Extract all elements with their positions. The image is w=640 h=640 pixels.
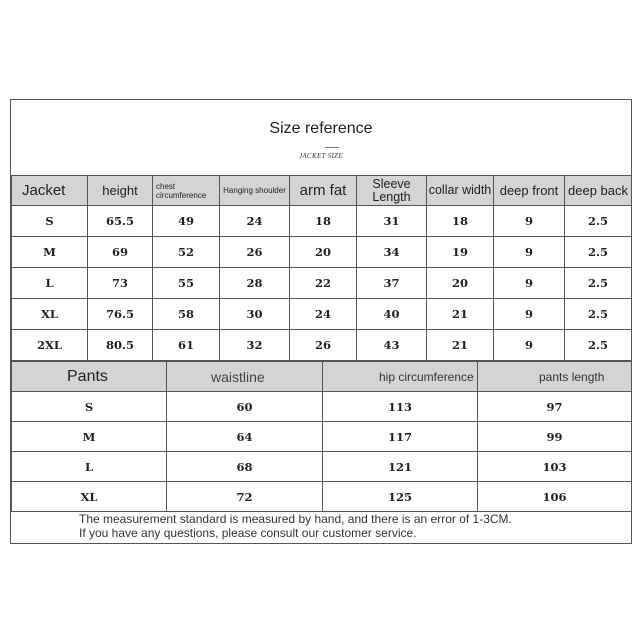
jacket-cell: 2.5 — [565, 237, 632, 268]
jacket-cell: 2XL — [12, 330, 88, 361]
jacket-cell: 2.5 — [565, 268, 632, 299]
jacket-header-cell: height — [88, 176, 153, 206]
pants-cell: 117 — [323, 422, 478, 452]
jacket-cell: 2.5 — [565, 299, 632, 330]
jacket-cell: 76.5 — [88, 299, 153, 330]
pants-row — [12, 392, 632, 422]
jacket-cell: 9 — [494, 206, 565, 237]
jacket-cell: 31 — [357, 206, 427, 237]
jacket-cell: 55 — [153, 268, 220, 299]
jacket-cell: 26 — [220, 237, 290, 268]
jacket-cell: 2.5 — [565, 206, 632, 237]
pants-cell: 103 — [478, 452, 632, 482]
jacket-cell: 49 — [153, 206, 220, 237]
pants-cell: 68 — [167, 452, 323, 482]
jacket-cell: 18 — [427, 206, 494, 237]
pants-cell: 106 — [478, 482, 632, 512]
jacket-cell: 28 — [220, 268, 290, 299]
jacket-cell: 52 — [153, 237, 220, 268]
note-line: The measurement standard is measured by hand, and there is an error of 1-3CM. — [79, 512, 512, 526]
jacket-cell: 37 — [357, 268, 427, 299]
chart-title: Size reference — [269, 120, 373, 137]
jacket-cell: XL — [12, 299, 88, 330]
pants-cell: XL — [12, 482, 167, 512]
pants-row — [12, 452, 632, 482]
jacket-cell: 20 — [290, 237, 357, 268]
jacket-header-row — [12, 176, 632, 206]
jacket-cell: 61 — [153, 330, 220, 361]
jacket-cell: 73 — [88, 268, 153, 299]
jacket-cell: 9 — [494, 237, 565, 268]
jacket-cell: 65.5 — [88, 206, 153, 237]
jacket-cell: 26 — [290, 330, 357, 361]
jacket-cell: 24 — [290, 299, 357, 330]
pants-cell: S — [12, 392, 167, 422]
size-chart — [10, 99, 632, 544]
title-divider — [325, 147, 339, 148]
jacket-cell: 18 — [290, 206, 357, 237]
jacket-header-cell: deep front — [494, 176, 565, 206]
jacket-cell: L — [12, 268, 88, 299]
jacket-row — [12, 330, 632, 361]
jacket-cell: 32 — [220, 330, 290, 361]
jacket-row — [12, 268, 632, 299]
note-line: If you have any questions, please consult our customer service. — [79, 526, 417, 540]
jacket-cell: 69 — [88, 237, 153, 268]
jacket-row — [12, 237, 632, 268]
pants-cell: 60 — [167, 392, 323, 422]
pants-header-cell: Pants — [12, 362, 167, 392]
measurement-note — [79, 512, 512, 540]
jacket-row — [12, 299, 632, 330]
jacket-cell: 21 — [427, 330, 494, 361]
pants-cell: L — [12, 452, 167, 482]
jacket-header-cell: arm fat — [290, 176, 357, 206]
jacket-cell: 19 — [427, 237, 494, 268]
pants-cell: 121 — [323, 452, 478, 482]
chart-subtitle: JACKET SIZE — [299, 152, 343, 160]
jacket-cell: 30 — [220, 299, 290, 330]
jacket-header-cell: Hanging shoulder — [220, 176, 290, 206]
jacket-cell: 9 — [494, 268, 565, 299]
jacket-row — [12, 206, 632, 237]
pants-cell: 97 — [478, 392, 632, 422]
jacket-cell: 34 — [357, 237, 427, 268]
jacket-cell: 20 — [427, 268, 494, 299]
pants-cell: M — [12, 422, 167, 452]
jacket-header-cell: deep back — [565, 176, 632, 206]
pants-size-table — [11, 361, 632, 512]
jacket-header-cell: chest circumference — [153, 176, 220, 206]
pants-header-cell: pants length — [478, 362, 632, 392]
jacket-cell: 40 — [357, 299, 427, 330]
jacket-header-cell: Jacket — [12, 176, 88, 206]
jacket-cell: 43 — [357, 330, 427, 361]
jacket-cell: 9 — [494, 330, 565, 361]
pants-header-cell: waistline — [167, 362, 323, 392]
jacket-cell: M — [12, 237, 88, 268]
pants-cell: 113 — [323, 392, 478, 422]
jacket-cell: 80.5 — [88, 330, 153, 361]
pants-row — [12, 422, 632, 452]
jacket-cell: 22 — [290, 268, 357, 299]
pants-cell: 72 — [167, 482, 323, 512]
jacket-cell: 2.5 — [565, 330, 632, 361]
jacket-cell: S — [12, 206, 88, 237]
jacket-header-cell: collar width — [427, 176, 494, 206]
pants-header-cell: hip circumference — [323, 362, 478, 392]
pants-row — [12, 482, 632, 512]
pants-header-row — [12, 362, 632, 392]
jacket-cell: 58 — [153, 299, 220, 330]
jacket-cell: 21 — [427, 299, 494, 330]
pants-cell: 64 — [167, 422, 323, 452]
jacket-cell: 24 — [220, 206, 290, 237]
jacket-size-table — [11, 175, 632, 361]
jacket-cell: 9 — [494, 299, 565, 330]
pants-cell: 99 — [478, 422, 632, 452]
pants-cell: 125 — [323, 482, 478, 512]
jacket-header-cell: Sleeve Length — [357, 176, 427, 206]
